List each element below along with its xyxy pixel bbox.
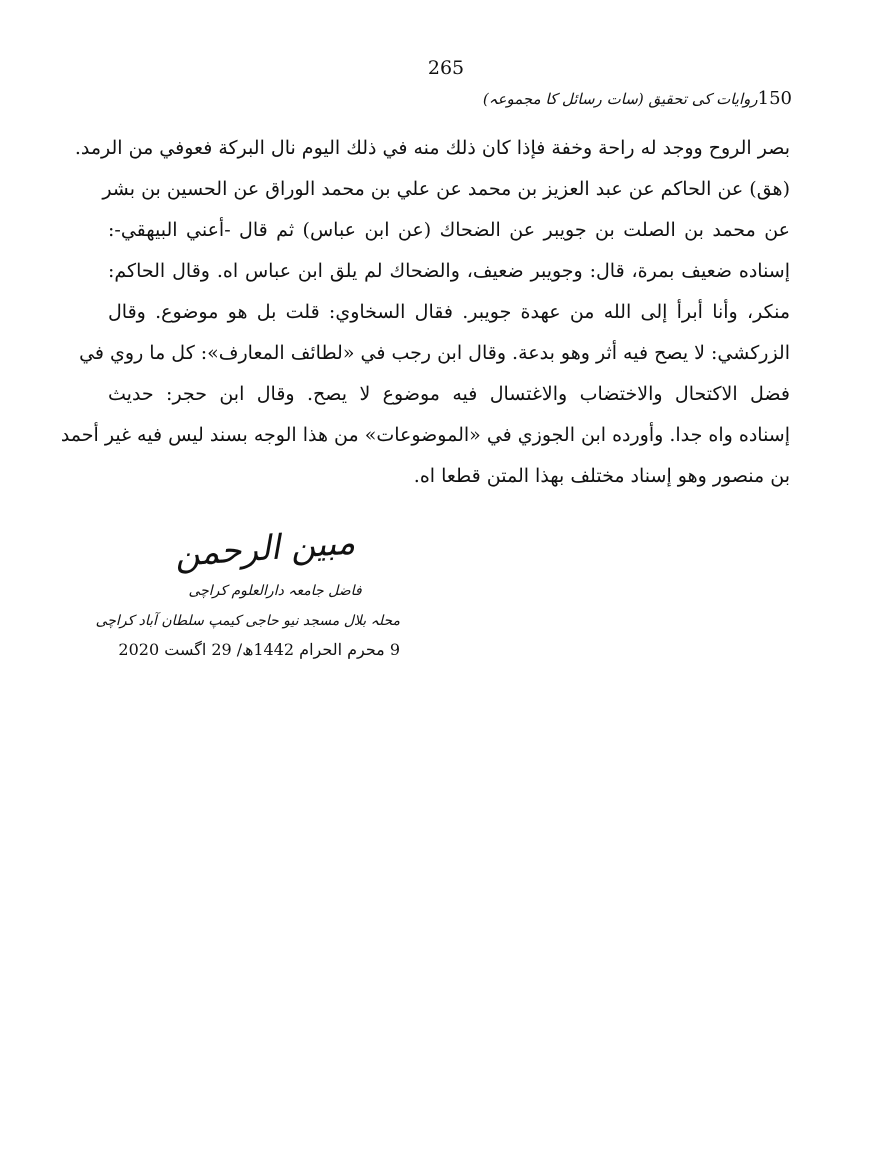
author-title: فاضل جامعہ دارالعلوم کراچی [188, 583, 362, 599]
body-line: الزركشي: لا يصح فيه أثر وهو بدعة. وقال ابن رجب في «لطائف المعارف»: كل ما روي في [79, 342, 790, 364]
page-number: 265 [427, 57, 465, 79]
body-line: فضل الاكتحال والاختضاب والاغتسال فيه موضوع لا يصح. وقال ابن حجر: حديث [108, 383, 790, 405]
running-header [420, 88, 792, 110]
body-line: بن منصور وهو إسناد مختلف بهذا المتن قطعا اه. [413, 465, 790, 487]
signature-date: 9 محرم الحرام 1442ھ/ 29 اگست 2020 [118, 640, 400, 659]
author-signature: مبین الرحمن [173, 522, 357, 575]
signature-block [95, 520, 400, 664]
body-line: إسناده واه جدا. وأورده ابن الجوزي في «الموضوعات» من هذا الوجه بسند ليس فيه غير أحمد [60, 424, 790, 446]
body-line: منكر، وأنا أبرأ إلى الله من عهدة جويبر. فقال السخاوي: قلت بل هو موضوع. وقال [108, 301, 790, 323]
body-line: بصر الروح ووجد له راحة وخفة فإذا كان ذلك منه في ذلك اليوم نال البركة فعوفي من الرمد. [74, 137, 790, 159]
body-line: عن محمد بن الصلت بن جويبر عن الضحاك (عن ابن عباس) ثم قال -أعني البيهقي-: [108, 219, 790, 241]
body-text [60, 128, 790, 497]
body-line: إسناده ضعيف بمرة، قال: وجويبر ضعيف، والضحاك لم يلق ابن عباس اه. وقال الحاكم: [108, 260, 790, 282]
author-address: محلہ بلال مسجد نیو حاجی کیمپ سلطان آباد کراچی [95, 613, 400, 629]
body-line: (هق) عن الحاكم عن عبد العزيز بن محمد عن علي بن محمد الوراق عن الحسين بن بشر [102, 178, 790, 200]
header-book-number: 150 [757, 88, 792, 109]
header-book-title: روایات کی تحقیق (سات رسائل کا مجموعہ) [482, 90, 758, 108]
